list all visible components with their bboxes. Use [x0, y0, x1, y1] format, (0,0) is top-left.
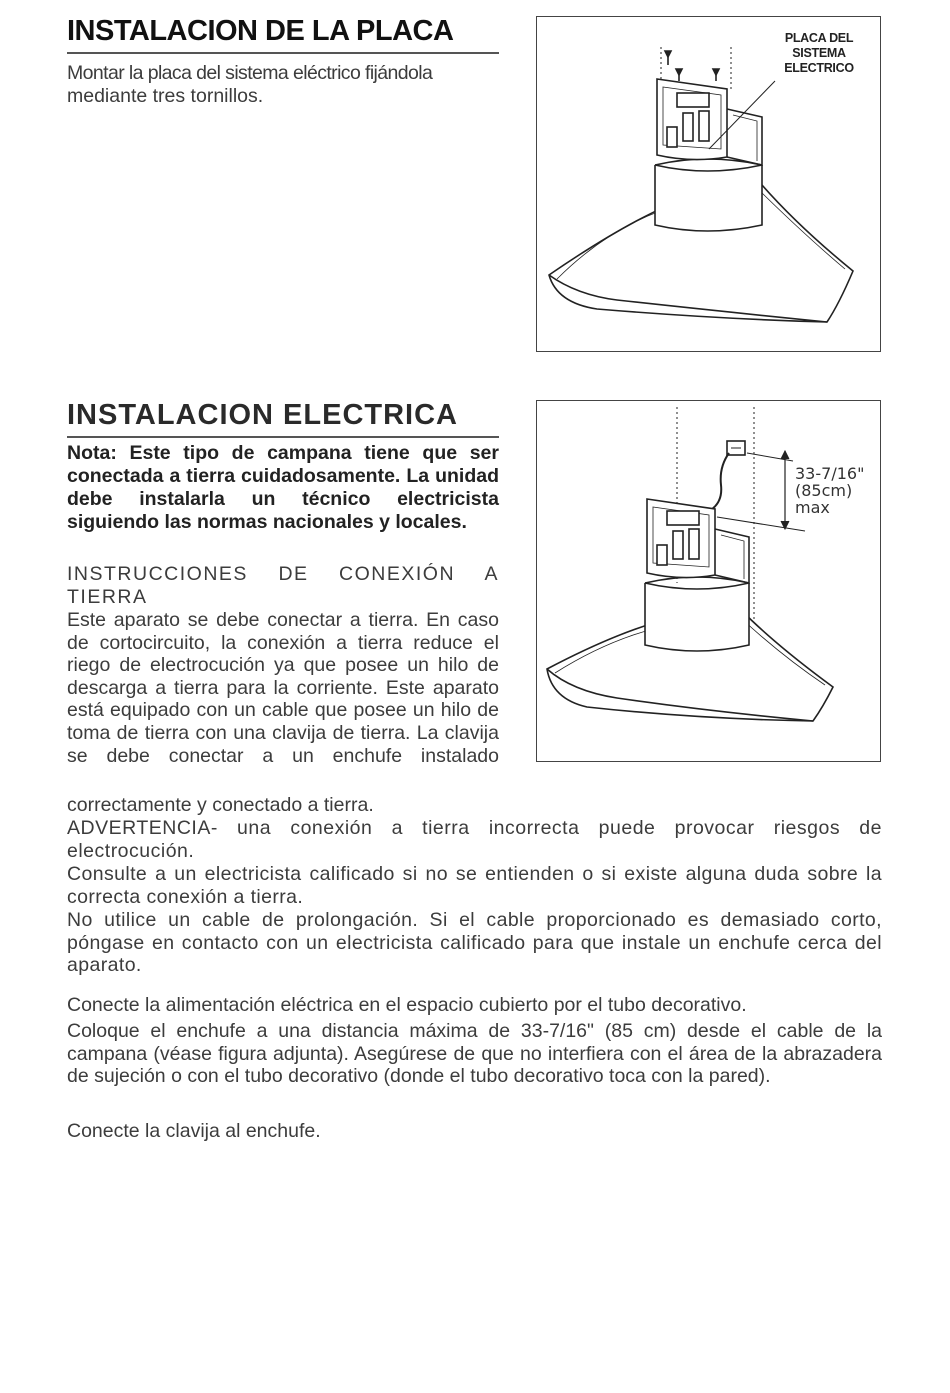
connect-power-paragraph: Conecte la alimentación eléctrica en el espacio cubierto por el tubo decorativo.: [67, 994, 747, 1016]
grounding-body: Este aparato se debe conectar a tierra. En caso de cortocircuito, la conexión a tierra reduce el riego de electrocución ya que posee un hilo de descarga a tierra para la corriente. Este aparato está equipado con un cable que posee un hilo de toma de tierra con una clavija de tierra. La clavija se debe conectar a un enchufe instalado: [67, 609, 499, 767]
outlet-placement-paragraph: Coloque el enchufe a una distancia máxima de 33-7/16" (85 cm) desde el cable de la campana (véase figura adjunta). Asegúrese de que no interfiera con el área de la abrazadera de sujeción o con el tubo decorativo (donde el tubo decorativo toca con la pared).: [67, 1020, 882, 1088]
extension-paragraph: No utilice un cable de prolongación. Si el cable proporcionado es demasiado corto, póngase en contacto con un electricista calificado para que instale un enchufe cerca del aparato.: [67, 909, 882, 977]
figure1-label-line-1: PLACA DEL: [784, 31, 854, 45]
warning-paragraph: ADVERTENCIA- una conexión a tierra incorrecta puede provocar riesgos de electrocución.: [67, 817, 882, 862]
distance-label: [795, 465, 881, 516]
figure1-label-line-3: ELECTRICO: [784, 61, 854, 75]
placa-line-2: mediante tres tornillos.: [67, 84, 264, 107]
section-body-placa: [67, 62, 507, 107]
section-title-electrica: INSTALACION ELECTRICA: [67, 398, 499, 438]
distance-label-max: max: [795, 498, 830, 517]
figure1-label: [769, 31, 869, 76]
grounding-body-last: correctamente y conectado a tierra.: [67, 794, 374, 816]
distance-label-cm: (85cm): [795, 481, 853, 500]
figure1-label-line-2: SISTEMA: [792, 46, 846, 60]
section-title-placa: INSTALACION DE LA PLACA: [67, 14, 499, 54]
figure-outlet-distance: [536, 400, 881, 762]
grounding-heading: INSTRUCCIONES DE CONEXIÓN A TIERRA: [67, 563, 499, 608]
distance-label-inches: 33-7/16": [795, 464, 865, 483]
safety-note: Nota: Este tipo de campana tiene que ser conectada a tierra cuidadosamente. La unidad debe instalarla un técnico electricista siguiendo las normas nacionales y locales.: [67, 442, 499, 533]
hood-outlet-illustration: [537, 401, 879, 760]
figure-mounting-plate: [536, 16, 881, 352]
consult-paragraph: Consulte a un electricista calificado si no se entienden o si existe alguna duda sobre la correcta conexión a tierra.: [67, 863, 882, 908]
connect-plug-paragraph: Conecte la clavija al enchufe.: [67, 1120, 321, 1142]
placa-line-1: Montar la placa del sistema eléctrico fijándola: [67, 62, 433, 84]
